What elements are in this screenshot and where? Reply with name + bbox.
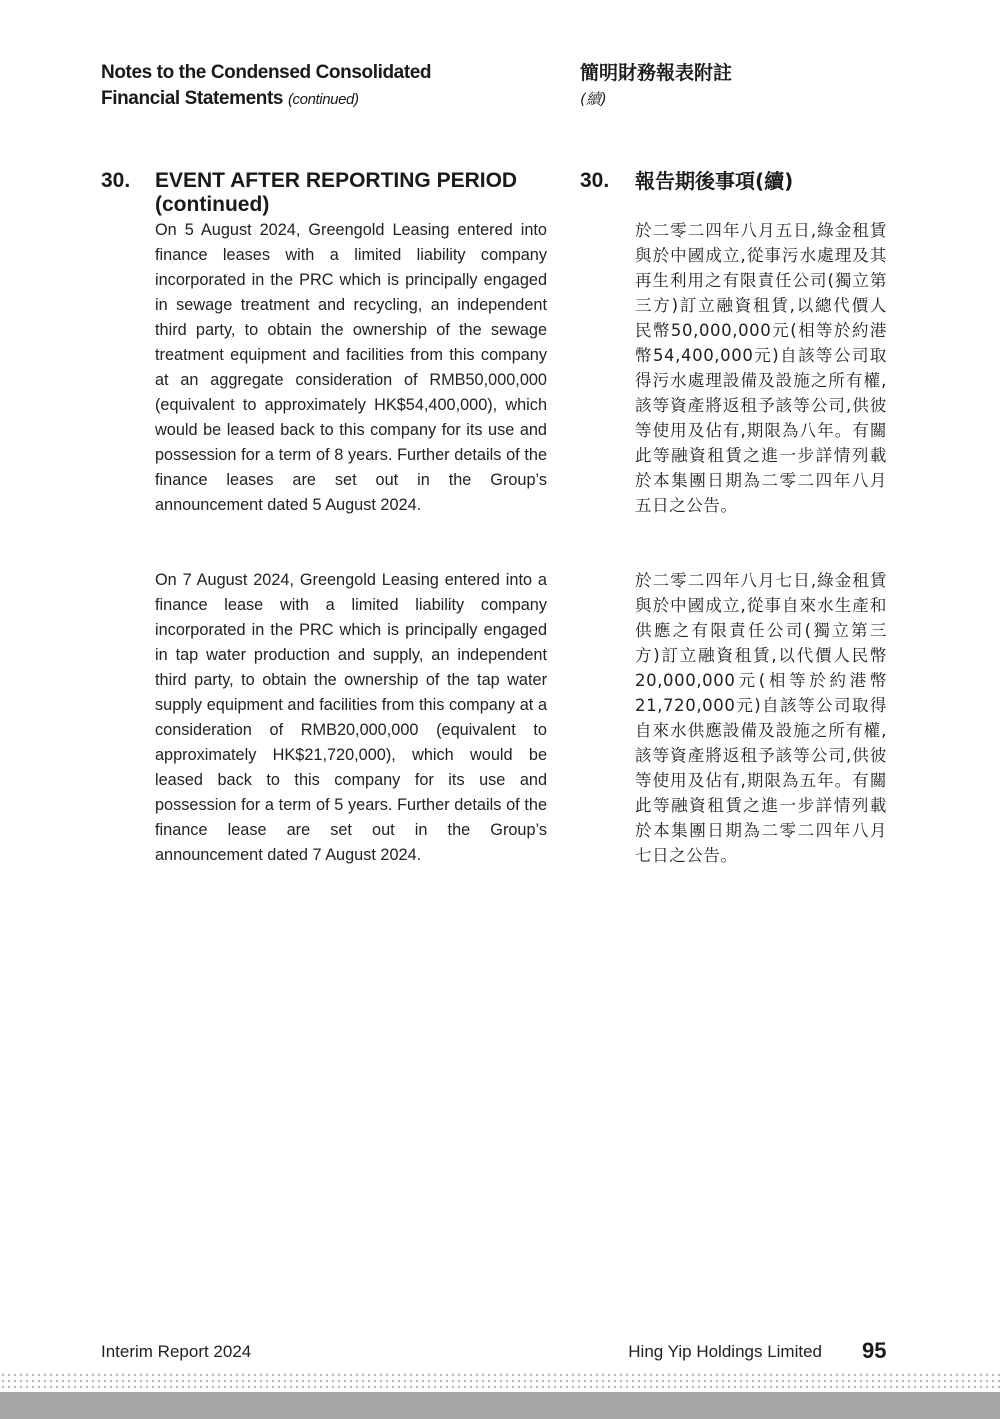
header-zh-title: 簡明財務報表附註: [580, 62, 733, 84]
header-en-line2: Financial Statements: [101, 88, 284, 109]
footer-dot-pattern: [0, 1372, 1000, 1392]
header-en-line1: Notes to the Condensed Consolidated: [101, 62, 432, 83]
header-en-line2-wrap: [101, 86, 521, 113]
footer-grey-bar: [0, 1392, 1000, 1419]
footer-company-name: Hing Yip Holdings Limited: [628, 1342, 822, 1361]
header-zh-continued: (續): [580, 90, 607, 108]
header-english: [101, 60, 521, 113]
section-title-zh: 報告期後事項(續): [635, 169, 794, 193]
paragraph-zh-1: 於二零二四年八月五日,綠金租賃與於中國成立,從事污水處理及其再生利用之有限責任公司(獨立第三方)訂立融資租賃,以總代價人民幣50,000,000元(相等於約港幣54,400,000元)自該等公司取得污水處理設備及設施之所有權,該等資產將返租予該等公司,供彼等使用及佔有,期限為八年。有關此等融資租賃之進一步詳情列載於本集團日期為二零二四年八月五日之公告。: [635, 221, 887, 515]
section-number-en: 30.: [101, 169, 131, 192]
header-en-continued: (continued): [287, 91, 359, 108]
footer-report-name: Interim Report 2024: [101, 1342, 252, 1361]
paragraph-en-1: On 5 August 2024, Greengold Leasing entered into finance leases with a limited liability company incorporated in the PRC which is principally engaged in sewage treatment and recycling, an independent third party, to obtain the ownership of the sewage treatment equipment and facilities from this company at an aggregate consideration of RMB50,000,000 (equivalent to approximately HK$54,400,000), which would be leased back to this company for its use and possession for a term of 8 years. Further details of the finance leases are set out in the Group’s announcement dated 5 August 2024.: [155, 221, 547, 514]
page-number: 95: [862, 1338, 887, 1363]
section-title-en: EVENT AFTER REPORTING PERIOD (continued): [155, 169, 518, 216]
header-chinese: [580, 60, 900, 112]
section-number-zh: 30.: [580, 169, 610, 192]
paragraph-en-2: On 7 August 2024, Greengold Leasing entered into a finance lease with a limited liability company incorporated in the PRC which is principally engaged in tap water production and supply, an independent third party, to obtain the ownership of the tap water supply equipment and facilities from this company at a consideration of RMB20,000,000 (equivalent to approximately HK$21,720,000), which would be leased back to this company for its use and possession for a term of 5 years. Further details of the finance lease are set out in the Group’s announcement dated 7 August 2024.: [155, 571, 547, 864]
paragraph-zh-2: 於二零二四年八月七日,綠金租賃與於中國成立,從事自來水生產和供應之有限責任公司(獨立第三方)訂立融資租賃,以代價人民幣20,000,000元(相等於約港幣21,720,000元)自該等公司取得自來水供應設備及設施之所有權,該等資產將返租予該等公司,供彼等使用及佔有,期限為五年。有關此等融資租賃之進一步詳情列載於本集團日期為二零二四年八月七日之公告。: [635, 571, 887, 865]
